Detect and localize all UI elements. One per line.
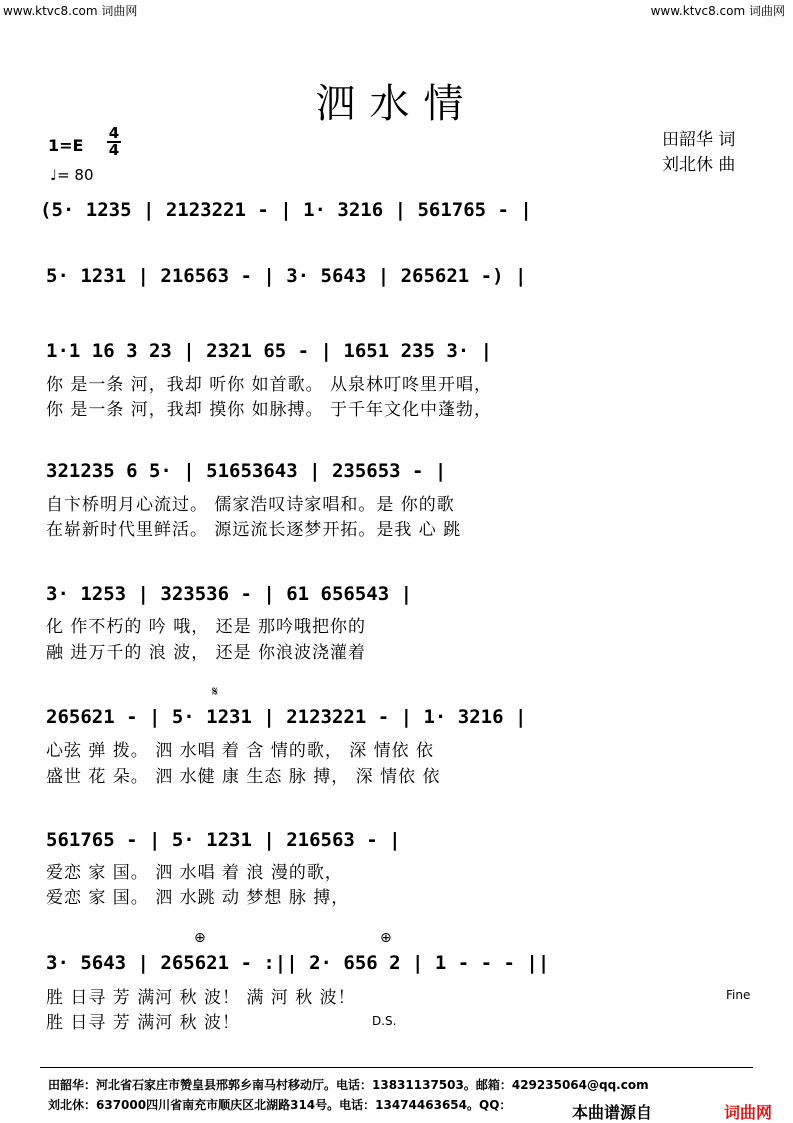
footer-line-lyricist: 田韶华：河北省石家庄市赞皇县邢郭乡南马村移动厅。电话：13831137503。邮箱：429235064@qq.com <box>48 1078 649 1092</box>
segno-sign: 𝄋 <box>212 684 219 700</box>
notation-row-4: 321235 6 5· | 51653643 | 235653 - | <box>46 460 447 482</box>
lyric-row-5-verse-2: 融 进万千的 浪 波， 还是 你浪波浇灌着 <box>46 643 367 663</box>
lyric-row-7-verse-1: 爱恋 家 国。 泗 水唱 着 浪 漫的歌， <box>46 863 343 883</box>
notation-row-3: 1·1 16 3 23 | 2321 65 - | 1651 235 3· | <box>46 340 493 362</box>
notation-row-1: (5· 1235 | 2123221 - | 1· 3216 | 561765 - | <box>40 199 532 221</box>
lyricist-credit: 田韶华 词 <box>662 130 736 150</box>
song-title: 泗水情 <box>315 81 478 127</box>
composer-credit: 刘北休 曲 <box>662 155 736 175</box>
lyric-row-4-verse-2: 在崭新时代里鲜活。 源远流长逐梦开拓。是我 心 跳 <box>46 520 462 540</box>
lyric-row-3-verse-1: 你 是一条 河，我却 听你 如首歌。 从泉林叮咚里开唱， <box>46 375 493 395</box>
notation-row-6: 265621 - | 5· 1231 | 2123221 - | 1· 3216 | <box>46 706 527 728</box>
time-signature-top: 4 <box>108 124 120 142</box>
tempo-value: = 80 <box>57 166 94 184</box>
footer-line-composer: 刘北休：637000四川省南充市顺庆区北湖路314号。电话：13474463654。QQ： <box>48 1098 512 1112</box>
ds-marking: D.S. <box>372 1014 397 1028</box>
notation-row-5: 3· 1253 | 323536 - | 61 656543 | <box>46 583 413 605</box>
site-logo[interactable]: 词曲网 <box>724 1103 773 1122</box>
notation-row-2: 5· 1231 | 216563 - | 3· 5643 | 265621 -) | <box>46 265 527 287</box>
lyric-row-7-verse-2: 爱恋 家 国。 泗 水跳 动 梦想 脉 搏， <box>46 888 350 908</box>
time-signature <box>107 126 121 158</box>
notation-row-7: 561765 - | 5· 1231 | 216563 - | <box>46 829 401 851</box>
quarter-note-icon: ♩ <box>50 166 58 184</box>
coda-sign-2: ⊕ <box>380 930 392 946</box>
lyric-row-3-verse-2: 你 是一条 河，我却 摸你 如脉搏。 于千年文化中蓬勃， <box>46 400 493 420</box>
tempo-marking <box>50 166 94 184</box>
lyric-row-4-verse-1: 自卞桥明月心流过。 儒家浩叹诗家唱和。是 你的歌 <box>46 495 455 515</box>
lyric-row-5-verse-1: 化 作不朽的 吟 哦， 还是 那吟哦把你的 <box>46 617 367 637</box>
lyric-row-6-verse-2: 盛世 花 朵。 泗 水健 康 生态 脉 搏， 深 情依 依 <box>46 767 441 787</box>
coda-sign-1: ⊕ <box>194 930 206 946</box>
fine-marking: Fine <box>726 988 751 1002</box>
lyric-row-6-verse-1: 心弦 弹 拨。 泗 水唱 着 含 情的歌， 深 情依 依 <box>46 741 435 761</box>
footer-divider <box>40 1067 753 1068</box>
source-stamp: 本曲谱源自 <box>572 1103 653 1122</box>
time-signature-bottom: 4 <box>108 141 120 159</box>
watermark-left: www.ktvc8.com 词曲网 <box>3 4 138 18</box>
lyric-row-8-verse-1: 胜 日寻 芳 满河 秋 波！ 满 河 秋 波！ <box>46 988 356 1008</box>
lyric-row-8-verse-2: 胜 日寻 芳 满河 秋 波！ <box>46 1013 241 1033</box>
key-signature: 1=E <box>48 136 84 155</box>
watermark-right: www.ktvc8.com 词曲网 <box>650 4 785 18</box>
notation-row-8: 3· 5643 | 265621 - :|| 2· 656 2 | 1 - - - || <box>46 952 550 974</box>
